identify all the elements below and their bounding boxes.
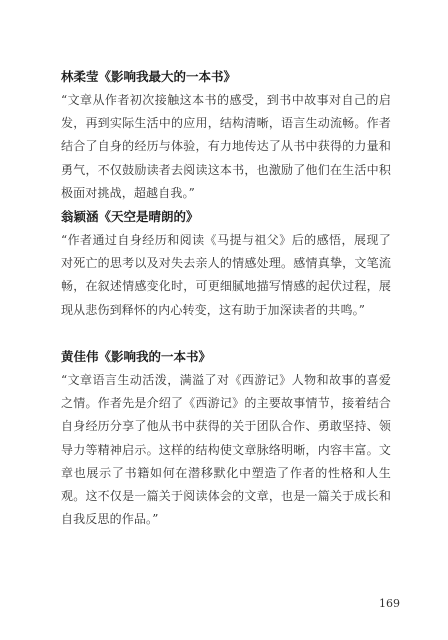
entry-title: 翁颖涵《天空是晴朗的》 [61,209,199,224]
entry-body: “文章语言生动活泼，满溢了对《西游记》人物和故事的喜爱之情。作者先是介绍了《西游记》的主要故事情节，接着结合自身经历分享了他从书中获得的关于团队合作、勇敢坚持、领导力等精神启示。这样的结构使文章脉络明晰，内容丰富。文章也展示了书籍如何在潜移默化中塑造了作者的性格和人生观。这不仅是一篇关于阅读体会的文章，也是一篇关于成长和自我反思的作品。” [61,373,391,527]
review-entry [61,209,391,322]
entry-body: “文章从作者初次接触这本书的感受，到书中故事对自己的启发，再到实际生活中的应用，结构清晰，语言生动流畅。作者结合了自身的经历与体验，有力地传达了从书中获得的力量和勇气，不仅鼓励读者去阅读这本书，也激励了他们在生活中积极面对挑战，超越自我。” [61,93,391,200]
review-entry [61,349,391,531]
page-number: 169 [379,597,400,610]
entry-body: “作者通过自身经历和阅读《马提与祖父》后的感悟，展现了对死亡的思考以及对失去亲人的情感处理。感情真挚，文笔流畅，在叙述情感变化时，可更细腻地描写情感的起伏过程，展现从悲伤到释怀的内心转变，这有助于加深读者的共鸣。” [61,233,391,317]
review-entry [61,69,391,205]
entry-title: 林柔莹《影响我最大的一本书》 [61,69,237,84]
entry-title: 黄佳伟《影响我的一本书》 [61,349,212,364]
